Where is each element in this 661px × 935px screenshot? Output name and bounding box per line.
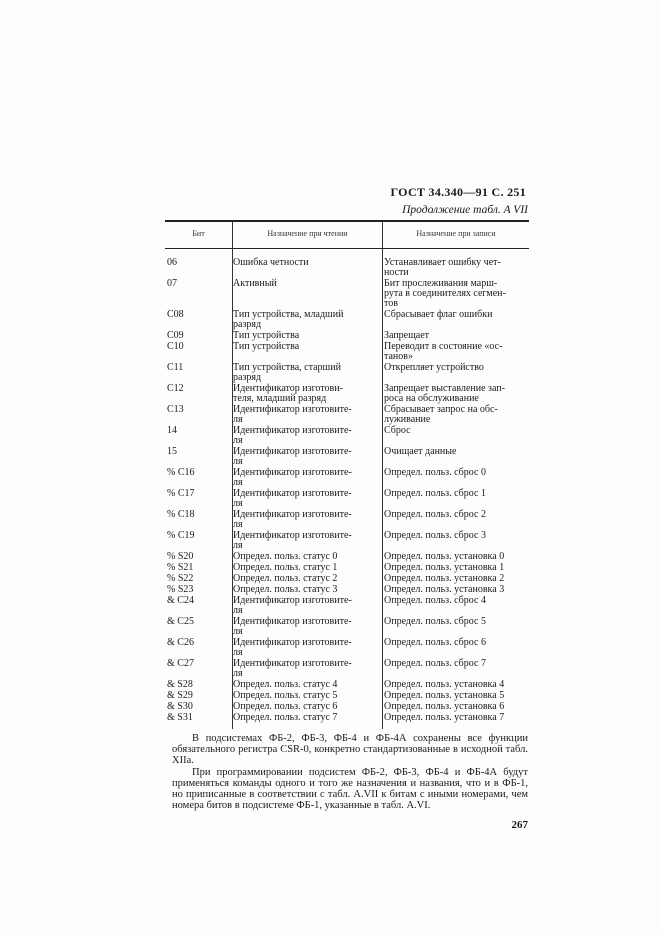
standard-header: ГОСТ 34.340—91 С. 251 <box>390 185 526 199</box>
bit-cell: & C25 <box>167 616 194 627</box>
table-row <box>165 596 529 616</box>
read-cell: Идентификатор изготовите- ля <box>233 595 352 616</box>
read-cell: Идентификатор изготовите- ля <box>233 404 352 425</box>
read-cell: Идентификатор изготовите- ля <box>233 446 352 467</box>
write-cell: Определ. польз. сброс 6 <box>384 637 486 648</box>
paragraph: При программировании подсистем ФБ-2, ФБ-3, ФБ-4 и ФБ-4А будут применяться команды одного и того же назначения и названия, что и в ФБ-1, но приписанные в соответствии с табл. A.VII к битам с иными номерами, чем номера битов в подсистеме ФБ-1, указанные в табл. A.VI. <box>172 766 528 812</box>
read-cell: Тип устройства <box>233 341 300 352</box>
table-row <box>165 384 529 404</box>
bit-cell: % C19 <box>167 530 195 541</box>
read-cell: Определ. польз. статус 1 <box>233 562 338 573</box>
bit-cell: 15 <box>167 446 177 457</box>
bit-cell: & C27 <box>167 658 194 669</box>
write-cell: Определ. польз. сброс 4 <box>384 595 486 606</box>
table-row <box>165 574 529 584</box>
bit-cell: & C26 <box>167 637 194 648</box>
table-row <box>165 585 529 595</box>
table-row <box>165 279 529 309</box>
bit-cell: C11 <box>167 362 184 373</box>
write-cell: Устанавливает ошибку чет- ности <box>384 257 501 278</box>
read-cell: Активный <box>233 278 277 289</box>
read-cell: Идентификатор изготови- теля, младший разряд <box>233 383 343 404</box>
read-cell: Тип устройства, старший разряд <box>233 362 341 383</box>
read-cell: Тип устройства <box>233 330 300 341</box>
read-cell: Ошибка четности <box>233 257 309 268</box>
paragraph: В подсистемах ФБ-2, ФБ-3, ФБ-4 и ФБ-4А сохранены все функции обязательного регистра CSR-0, конкретно стандартизованные в исходной табл. XIIа. <box>172 733 528 767</box>
table-row <box>165 510 529 530</box>
write-cell: Определ. польз. сброс 2 <box>384 509 486 520</box>
write-cell: Запрещает <box>384 330 430 341</box>
bit-cell: 07 <box>167 278 177 289</box>
table-row <box>165 702 529 712</box>
table-row <box>165 713 529 723</box>
read-cell: Идентификатор изготовите- ля <box>233 616 352 637</box>
write-cell: Открепляет устройство <box>384 362 484 373</box>
bit-cell: % S22 <box>167 573 194 584</box>
column-header-write: Назначение при записи <box>416 229 496 238</box>
read-cell: Определ. польз. статус 0 <box>233 551 338 562</box>
bit-cell: % S23 <box>167 584 194 595</box>
table-top-rule <box>165 220 529 222</box>
read-cell: Определ. польз. статус 2 <box>233 573 338 584</box>
read-cell: Идентификатор изготовите- ля <box>233 637 352 658</box>
body-text <box>172 733 528 811</box>
table-row <box>165 691 529 701</box>
read-cell: Определ. польз. статус 3 <box>233 584 338 595</box>
table-row <box>165 563 529 573</box>
write-cell: Определ. польз. сброс 7 <box>384 658 486 669</box>
bit-cell: C08 <box>167 309 184 320</box>
read-cell: Тип устройства, младший разряд <box>233 309 344 330</box>
bit-cell: % C16 <box>167 467 195 478</box>
bit-cell: 14 <box>167 425 177 436</box>
write-cell: Определ. польз. установка 0 <box>384 551 505 562</box>
write-cell: Сбрасывает флаг ошибки <box>384 309 493 320</box>
bit-cell: % S20 <box>167 551 194 562</box>
write-cell: Сбрасывает запрос на обс- луживание <box>384 404 498 425</box>
write-cell: Определ. польз. установка 4 <box>384 679 505 690</box>
write-cell: Бит прослеживания марш- рута в соединителях сегмен- тов <box>384 278 506 309</box>
bit-cell: % C17 <box>167 488 195 499</box>
table-row <box>165 447 529 467</box>
bit-cell: & S31 <box>167 712 193 723</box>
write-cell: Определ. польз. установка 5 <box>384 690 505 701</box>
table-row <box>165 680 529 690</box>
write-cell: Определ. польз. сброс 0 <box>384 467 486 478</box>
table-row <box>165 310 529 330</box>
bit-cell: C13 <box>167 404 184 415</box>
table-row <box>165 342 529 362</box>
column-header-read: Назначение при чтении <box>267 229 348 238</box>
table-row <box>165 405 529 425</box>
table-continuation-caption: Продолжение табл. A VII <box>402 204 528 216</box>
bit-cell: 06 <box>167 257 177 268</box>
bit-cell: & S29 <box>167 690 193 701</box>
bit-cell: % C18 <box>167 509 195 520</box>
write-cell: Определ. польз. сброс 5 <box>384 616 486 627</box>
read-cell: Идентификатор изготовите- ля <box>233 530 352 551</box>
bit-cell: C09 <box>167 330 184 341</box>
write-cell: Запрещает выставление зап- роса на обслуживание <box>384 383 505 404</box>
write-cell: Определ. польз. установка 3 <box>384 584 505 595</box>
read-cell: Идентификатор изготовите- ля <box>233 488 352 509</box>
read-cell: Идентификатор изготовите- ля <box>233 509 352 530</box>
bit-cell: C10 <box>167 341 184 352</box>
table-row <box>165 489 529 509</box>
table-row <box>165 552 529 562</box>
write-cell: Определ. польз. сброс 3 <box>384 530 486 541</box>
bit-cell: % S21 <box>167 562 194 573</box>
read-cell: Идентификатор изготовите- ля <box>233 467 352 488</box>
write-cell: Определ. польз. установка 2 <box>384 573 505 584</box>
read-cell: Идентификатор изготовите- ля <box>233 425 352 446</box>
table-row <box>165 638 529 658</box>
page-number: 267 <box>511 819 528 831</box>
write-cell: Переводит в состояние «ос- танов» <box>384 341 503 362</box>
table-row <box>165 426 529 446</box>
bit-cell: & S30 <box>167 701 193 712</box>
write-cell: Определ. польз. сброс 1 <box>384 488 486 499</box>
bit-cell: C12 <box>167 383 184 394</box>
write-cell: Определ. польз. установка 6 <box>384 701 505 712</box>
table-row <box>165 617 529 637</box>
write-cell: Определ. польз. установка 1 <box>384 562 505 573</box>
read-cell: Определ. польз. статус 5 <box>233 690 338 701</box>
table-row <box>165 363 529 383</box>
write-cell: Сброс <box>384 425 411 436</box>
read-cell: Определ. польз. статус 6 <box>233 701 338 712</box>
read-cell: Определ. польз. статус 7 <box>233 712 338 723</box>
read-cell: Идентификатор изготовите- ля <box>233 658 352 679</box>
table-row <box>165 659 529 679</box>
bit-cell: & C24 <box>167 595 194 606</box>
bit-cell: & S28 <box>167 679 193 690</box>
column-header-bit: Бит <box>192 229 205 238</box>
table-row <box>165 331 529 341</box>
read-cell: Определ. польз. статус 4 <box>233 679 338 690</box>
table-row <box>165 468 529 488</box>
table-header-rule <box>165 248 529 249</box>
write-cell: Определ. польз. установка 7 <box>384 712 505 723</box>
table-row <box>165 531 529 551</box>
write-cell: Очищает данные <box>384 446 457 457</box>
table-row <box>165 258 529 278</box>
